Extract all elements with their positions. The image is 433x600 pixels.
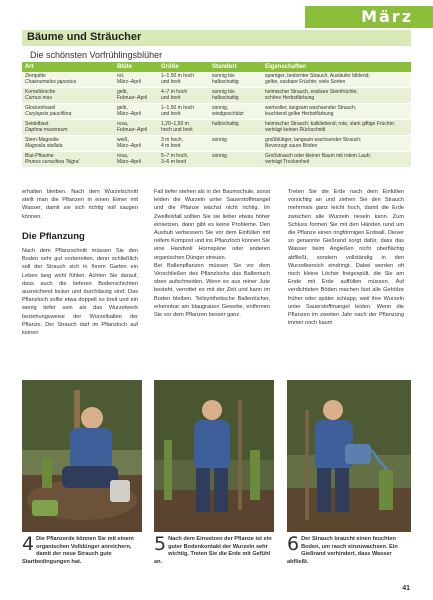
table-cell xyxy=(262,136,411,152)
table-cell xyxy=(209,152,262,168)
cell-text: Bevorzugt saure Böden xyxy=(265,143,318,150)
paragraph: Bei Ballenpflanzen müssen Sie vor dem Verschließen des Pflanzlochs das Ballentuch oben aufschneiden. Wenn es aus reiner Jute besteht, verrottet es mit der Zeit und kann im Boden bleiben. Teilsynthetische Ballentücher, erkennbar am blaugrauen Gewebe, entfernen Sie vor dem Pflanzen besser ganz. xyxy=(154,262,270,319)
text-column-3 xyxy=(288,188,404,327)
cell-text: rosa, xyxy=(117,121,129,127)
cell-text: gelb, xyxy=(117,89,128,95)
section-header-bar xyxy=(22,30,411,46)
cell-text: Februar–April xyxy=(117,95,148,102)
table-cell xyxy=(22,152,114,168)
photo-fertilizing xyxy=(22,380,142,532)
table-cell xyxy=(22,72,114,88)
table-cell xyxy=(22,120,114,136)
table-cell xyxy=(209,104,262,120)
cell-text: sonnig xyxy=(212,153,227,159)
table-row xyxy=(22,136,411,152)
cell-text: März–April xyxy=(117,143,141,150)
column-header: Größe xyxy=(158,62,209,72)
cell-text: gelbe, essbare Früchte; viele Sorten xyxy=(265,79,346,86)
cell-text: großblütiger, langsam wachsender Strauch; xyxy=(265,137,362,143)
step-number: 6 xyxy=(287,533,300,555)
table-title: Die schönsten Vorfrühlingsblüher xyxy=(30,50,163,60)
table-cell xyxy=(22,136,114,152)
table-cell xyxy=(209,120,262,136)
cell-text: 1,20–1,50 m xyxy=(161,121,189,127)
cell-text: wertvoller, langsam wachsender Strauch; xyxy=(265,105,357,111)
table-cell xyxy=(209,88,262,104)
cell-text: Prunus cerasifera 'Nigra' xyxy=(25,159,80,166)
column-header: Standort xyxy=(209,62,262,72)
cell-text: hoch und breit xyxy=(161,127,193,134)
cell-text: 4–7 m hoch xyxy=(161,89,188,95)
cell-text: Chaenomeles japonica xyxy=(25,79,76,86)
photo-treading-image xyxy=(154,380,274,532)
page-number: 41 xyxy=(402,585,410,592)
photo-treading-soil xyxy=(154,380,274,532)
table-cell xyxy=(262,72,411,88)
cell-text: halbschattig xyxy=(212,79,239,86)
subheading: Die Pflanzung xyxy=(22,230,85,242)
cell-text: 3–6 m breit xyxy=(161,159,187,166)
table-cell xyxy=(114,72,158,88)
column-header: Eigenschaften xyxy=(262,62,411,72)
cell-text: rosa, xyxy=(117,153,129,159)
table-cell xyxy=(158,120,209,136)
photo-caption-4 xyxy=(22,533,144,566)
month-title: März xyxy=(361,7,413,26)
cell-text: gelb, xyxy=(117,105,128,111)
cell-text: sonnig bis xyxy=(212,73,235,79)
photo-caption-6 xyxy=(287,533,409,566)
cell-text: sparriger, bedornter Strauch; Ausläufer bildend; xyxy=(265,73,370,79)
cell-text: verträgt Trockenheit xyxy=(265,159,310,166)
text-column-1 xyxy=(22,188,138,337)
table-cell xyxy=(158,72,209,88)
cell-text: 5–7 m hoch, xyxy=(161,153,189,159)
table-row xyxy=(22,88,411,104)
text-column-2 xyxy=(154,188,270,319)
cell-text: Glockenhasel xyxy=(25,105,56,111)
table-cell xyxy=(114,136,158,152)
table-cell xyxy=(262,88,411,104)
cell-text: März–April xyxy=(117,111,141,118)
photo-fertilizing-image xyxy=(22,380,142,532)
table-cell xyxy=(158,104,209,120)
photo-watering xyxy=(287,380,411,532)
step-number: 5 xyxy=(154,533,167,555)
table-cell xyxy=(114,152,158,168)
step-number: 4 xyxy=(22,533,35,555)
table-row xyxy=(22,104,411,120)
plants-table xyxy=(22,62,411,168)
cell-text: Magnolia stellata xyxy=(25,143,63,150)
cell-text: heimischer Strauch; kalkliebend; rote, stark giftige Früchte; xyxy=(265,121,396,127)
table-cell xyxy=(262,104,411,120)
table-cell xyxy=(22,104,114,120)
cell-text: Stern-Magnolie xyxy=(25,137,59,143)
cell-text: Daphne mezereum xyxy=(25,127,68,134)
section-title: Bäume und Sträucher xyxy=(27,31,142,43)
cell-text: März–April xyxy=(117,159,141,166)
cell-text: Cornus mas xyxy=(25,95,52,102)
column-header: Blüte xyxy=(114,62,158,72)
paragraph: Nach dem Pflanzschnitt müssen Sie den Boden sehr gut vorbereiten, denn schließlich soll der Strauch sich in Ihrem Garten ein Leben lang wohl fühlen. Achten Sie darauf, dass auch die tieferen Bodenschichten ausreichend locker und durchlässig sind. Das Pflanzloch sollte etwa doppelt so breit und ein wenig tiefer sein als das Wurzelwerk beziehungsweise der Wurzelballen der Pflanze. Der Strauch darf im Pflanzloch auf keinen xyxy=(22,248,138,337)
cell-text: und breit xyxy=(161,79,181,86)
table-cell xyxy=(22,88,114,104)
table-cell xyxy=(262,152,411,168)
table-cell xyxy=(158,152,209,168)
table-cell xyxy=(209,72,262,88)
cell-text: windgeschützt xyxy=(212,111,244,118)
month-header-bar xyxy=(305,6,433,28)
table-cell xyxy=(209,136,262,152)
table-row xyxy=(22,120,411,136)
cell-text: Seidelbast xyxy=(25,121,49,127)
table-cell xyxy=(114,104,158,120)
cell-text: 1–1,50 m hoch xyxy=(161,73,195,79)
table-cell xyxy=(158,88,209,104)
caption-text: Die Pflanzerde können Sie mit einem organischen Volldünger anreichern, damit der neue Strauch gute Startbedingungen hat. xyxy=(22,536,134,565)
cell-text: und breit xyxy=(161,95,181,102)
cell-text: heimischer Strauch, essbare Steinfrüchte, xyxy=(265,89,358,95)
cell-text: Blut-Pflaume xyxy=(25,153,54,159)
cell-text: leuchtend gelbe Herbstfärbung xyxy=(265,111,334,118)
cell-text: sonnig, xyxy=(212,105,229,111)
cell-text: Kornelkirsche xyxy=(25,89,56,95)
cell-text: halbschattig xyxy=(212,95,239,102)
photo-caption-5 xyxy=(154,533,276,566)
cell-text: 4 m breit xyxy=(161,143,181,150)
cell-text: Februar–April xyxy=(117,127,148,134)
cell-text: 3 m hoch, xyxy=(161,137,183,143)
paragraph: erhalten bleiben. Nach dem Wurzelschnitt stellt man die Pflanzen in einen Eimer mit Wasser, damit sie sich richtig voll saugen können. xyxy=(22,189,138,220)
cell-text: März–April xyxy=(117,79,141,86)
cell-text: und breit xyxy=(161,111,181,118)
table-row xyxy=(22,152,411,168)
cell-text: rot, xyxy=(117,73,125,79)
cell-text: verträgt keinen Rückschnitt xyxy=(265,127,326,134)
table-cell xyxy=(262,120,411,136)
cell-text: weiß, xyxy=(117,137,129,143)
table-row xyxy=(22,72,411,88)
cell-text: Corylopsis pauciflora xyxy=(25,111,72,118)
table-cell xyxy=(114,120,158,136)
caption-text: Der Strauch braucht einen feuchten Boden, um rasch einzuwachsen. Ein Gießrand verhindert, dass Wasser abfließt. xyxy=(287,536,398,565)
column-header: Art xyxy=(22,62,114,72)
paragraph: Treten Sie die Erde nach dem Einfüllen vorsichtig an und ziehen Sie den Strauch mehrmals ganz leicht hoch, damit die Erde zwischen alle Wurzeln rieseln kann. Zum Schluss formen Sie mit den Händen rund um die Pflanze einen ringförmigen Erdwall. Dieser so genannte Gießrand sorgt dafür, dass das Wasser beim Angießen nicht oberflächig abfließt, sondern vollständig in den Wurzelbereich eindringt. Dabei werden oft noch kleine Löcher freigespült, die Sie am Ende mit Erde auffüllen müssen. Auf verdichteten Böden machen fast alle Gehölze früher oder später schlapp, weil ihre Wurzeln unter Sauerstoffmangel leiden. Wenn die Pflanzen im zweiten Jahr nach der Pflanzung immer noch kaum xyxy=(288,189,404,327)
cell-text: halbschattig xyxy=(212,121,239,127)
photo-watering-image xyxy=(287,380,411,532)
table-cell xyxy=(158,136,209,152)
paragraph: Fall tiefer stehen als in der Baumschule, sonst leiden die Wurzeln unter Sauerstoffmangel und die Pflanze wächst nicht richtig. Im Zweifelsfall sollten Sie sie lieber etwas höher einsetzen, dann gibt es keine Probleme. Den Aushub verbessern Sie vor dem Einfüllen mit reifem Kompost und ins Pflanzloch können Sie eine Handvoll Hornspäne oder anderen organischen Dünger streuen. xyxy=(154,189,270,261)
cell-text: schöne Herbstfärbung xyxy=(265,95,315,102)
caption-text: Nach dem Einsetzen der Pflanze ist ein guter Bodenkontakt der Wurzeln sehr wichtig. Treten Sie die Erde mit Gefühl an. xyxy=(154,536,272,565)
cell-text: 1–1,50 m hoch xyxy=(161,105,195,111)
cell-text: Großstrauch oder kleiner Baum mit rotem Laub; xyxy=(265,153,371,159)
cell-text: sonnig bis xyxy=(212,89,235,95)
cell-text: sonnig xyxy=(212,137,227,143)
cell-text: Zierquitte xyxy=(25,73,46,79)
table-header-row xyxy=(22,62,411,72)
table-cell xyxy=(114,88,158,104)
